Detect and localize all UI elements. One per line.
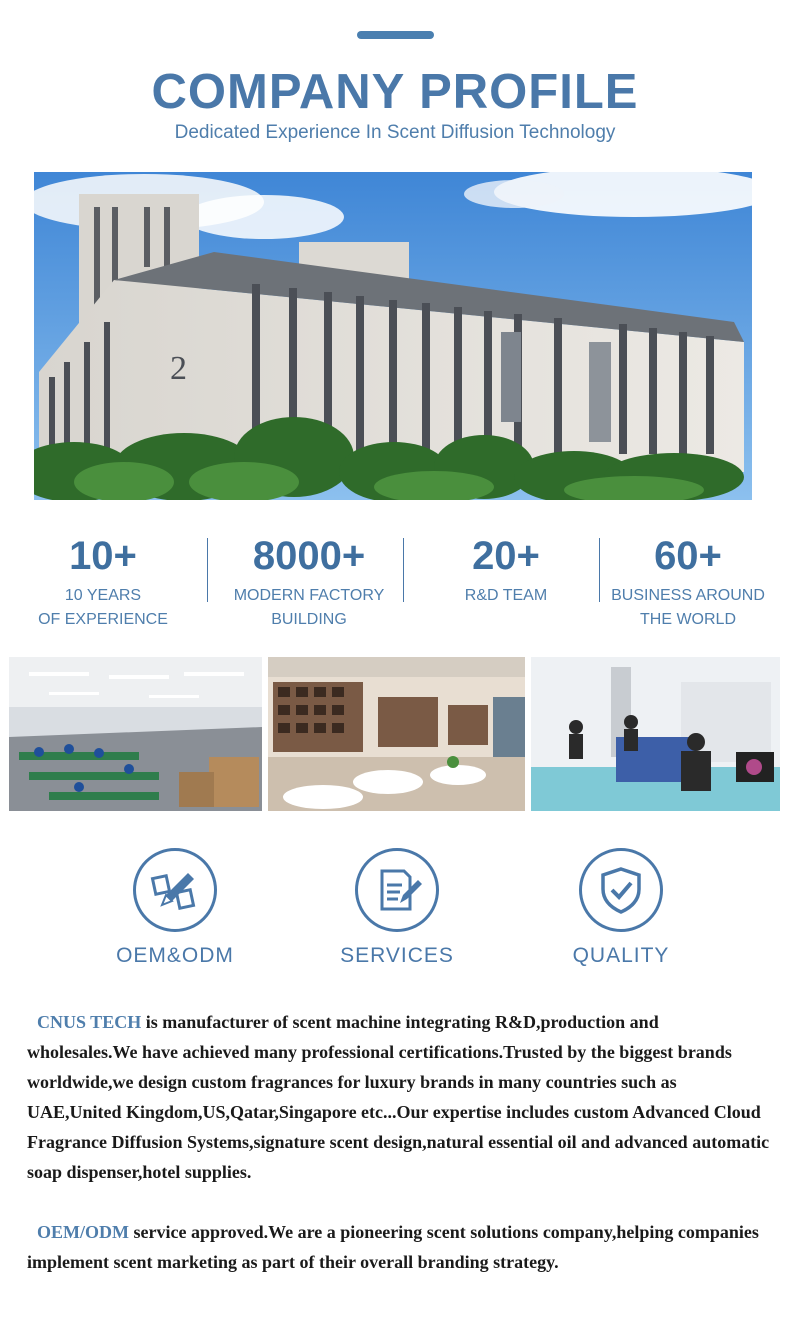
stat-number: 20+	[472, 534, 540, 578]
showroom-photo	[268, 657, 525, 811]
document-pen-icon	[355, 848, 439, 932]
stat-label-line1: 10 YEARS	[64, 587, 142, 604]
stat-label-line2: OF EXPERIENCE	[38, 611, 168, 628]
stat-divider	[403, 538, 404, 602]
oem-description-text: service approved.We are a pioneering scent solutions company,helping companies implement scent marketing as part of their overall branding strategy.	[27, 1222, 759, 1272]
page-subtitle: Dedicated Experience In Scent Diffusion Technology	[174, 122, 616, 143]
stat-label-line1: R&D TEAM	[464, 587, 548, 604]
feature-quality	[521, 848, 721, 968]
stat-experience	[5, 530, 201, 632]
factory-floor-photo	[9, 657, 262, 811]
factory-building-photo	[34, 172, 752, 500]
decorative-top-bar	[357, 31, 434, 39]
company-name: CNUS TECH	[37, 1012, 142, 1032]
shield-check-icon	[579, 848, 663, 932]
stat-number: 10+	[69, 534, 137, 578]
stats-row	[0, 530, 790, 630]
pencil-edit-icon	[133, 848, 217, 932]
stat-label-line1: BUSINESS AROUND	[611, 587, 765, 604]
stat-divider	[207, 538, 208, 602]
building-number: 2	[170, 350, 187, 387]
feature-label: SERVICES	[340, 944, 454, 967]
laboratory-photo	[531, 657, 780, 811]
page-title: COMPANY PROFILE	[151, 65, 639, 119]
stat-global	[590, 530, 786, 632]
stat-number: 60+	[654, 534, 722, 578]
feature-label: QUALITY	[572, 944, 670, 967]
feature-services	[297, 848, 497, 968]
feature-oem-odm	[75, 848, 275, 968]
company-description	[27, 1007, 772, 1187]
company-description-text: is manufacturer of scent machine integrating R&D,production and wholesales.We have achieved many professional certifications.Trusted by the biggest brands worldwide,we design custom fragrances for luxury brands in many countries such as UAE,United Kingdom,US,Qatar,Singapore etc...Our expertise includes custom Advanced Cloud Fragrance Diffusion Systems,signature scent design,natural essential oil and advanced automatic soap dispenser,hotel supplies.	[27, 1012, 770, 1182]
oem-description	[27, 1217, 772, 1277]
oem-odm-label: OEM/ODM	[37, 1222, 129, 1242]
stat-factory	[211, 530, 407, 632]
stat-rd-team	[408, 530, 604, 608]
stat-label-line2: THE WORLD	[640, 611, 736, 628]
stat-number: 8000+	[252, 534, 366, 578]
feature-label: OEM&ODM	[116, 944, 234, 967]
stat-label-line2: BUILDING	[271, 611, 347, 628]
stat-label-line1: MODERN FACTORY	[233, 587, 385, 604]
